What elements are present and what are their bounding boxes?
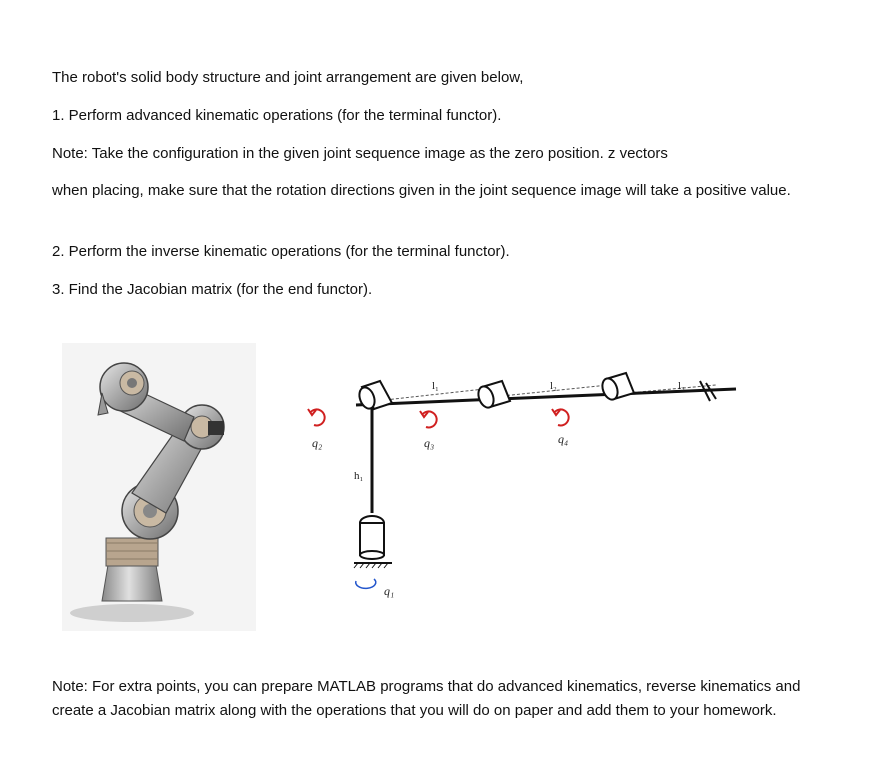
label-l2: l₂ xyxy=(550,380,557,392)
ground-symbol xyxy=(354,563,392,568)
task-2-text: 2. Perform the inverse kinematic operations (for the terminal functor). xyxy=(52,243,510,260)
rotation-arrow-q1-icon xyxy=(356,579,376,588)
robot-arm-photo xyxy=(62,343,256,631)
task-3-text: 3. Find the Jacobian matrix (for the end functor). xyxy=(52,281,373,298)
label-h1: h₁ xyxy=(354,470,364,482)
robot-arm-illustration xyxy=(62,343,256,631)
label-q2: q₂ xyxy=(312,436,323,450)
intro-text: The robot's solid body structure and joint arrangement are given below, xyxy=(52,69,524,86)
extra-points-note-text: Note: For extra points, you can prepare MATLAB programs that do advanced kinematics, reverse kinematics and create a Jacobian matrix along with the operations that you will do on paper and add them to your homework. xyxy=(52,678,801,719)
joint-sequence-diagram xyxy=(296,343,756,603)
joint-q2-cylinder xyxy=(357,381,392,411)
note-rotation-direction-text: when placing, make sure that the rotation directions given in the joint sequence image will take a positive value. xyxy=(52,182,791,199)
label-l3: l₃ xyxy=(678,380,685,392)
rotation-arrow-q4-icon xyxy=(554,409,569,425)
joint-q1-cylinder xyxy=(360,516,384,559)
label-q3: q₃ xyxy=(424,436,435,450)
label-q4: q₄ xyxy=(558,432,569,446)
label-q1: q₁ xyxy=(384,584,395,598)
joint-q3-cylinder xyxy=(476,381,510,410)
rotation-arrow-q2-icon xyxy=(310,409,325,425)
joint-q4-cylinder xyxy=(600,373,634,402)
task-1-text: 1. Perform advanced kinematic operations (for the terminal functor). xyxy=(52,107,502,124)
label-l1: l₁ xyxy=(432,380,439,392)
note-zero-position-text: Note: Take the configuration in the given joint sequence image as the zero position. z vectors xyxy=(52,145,668,162)
rotation-arrow-q3-icon xyxy=(422,411,437,427)
